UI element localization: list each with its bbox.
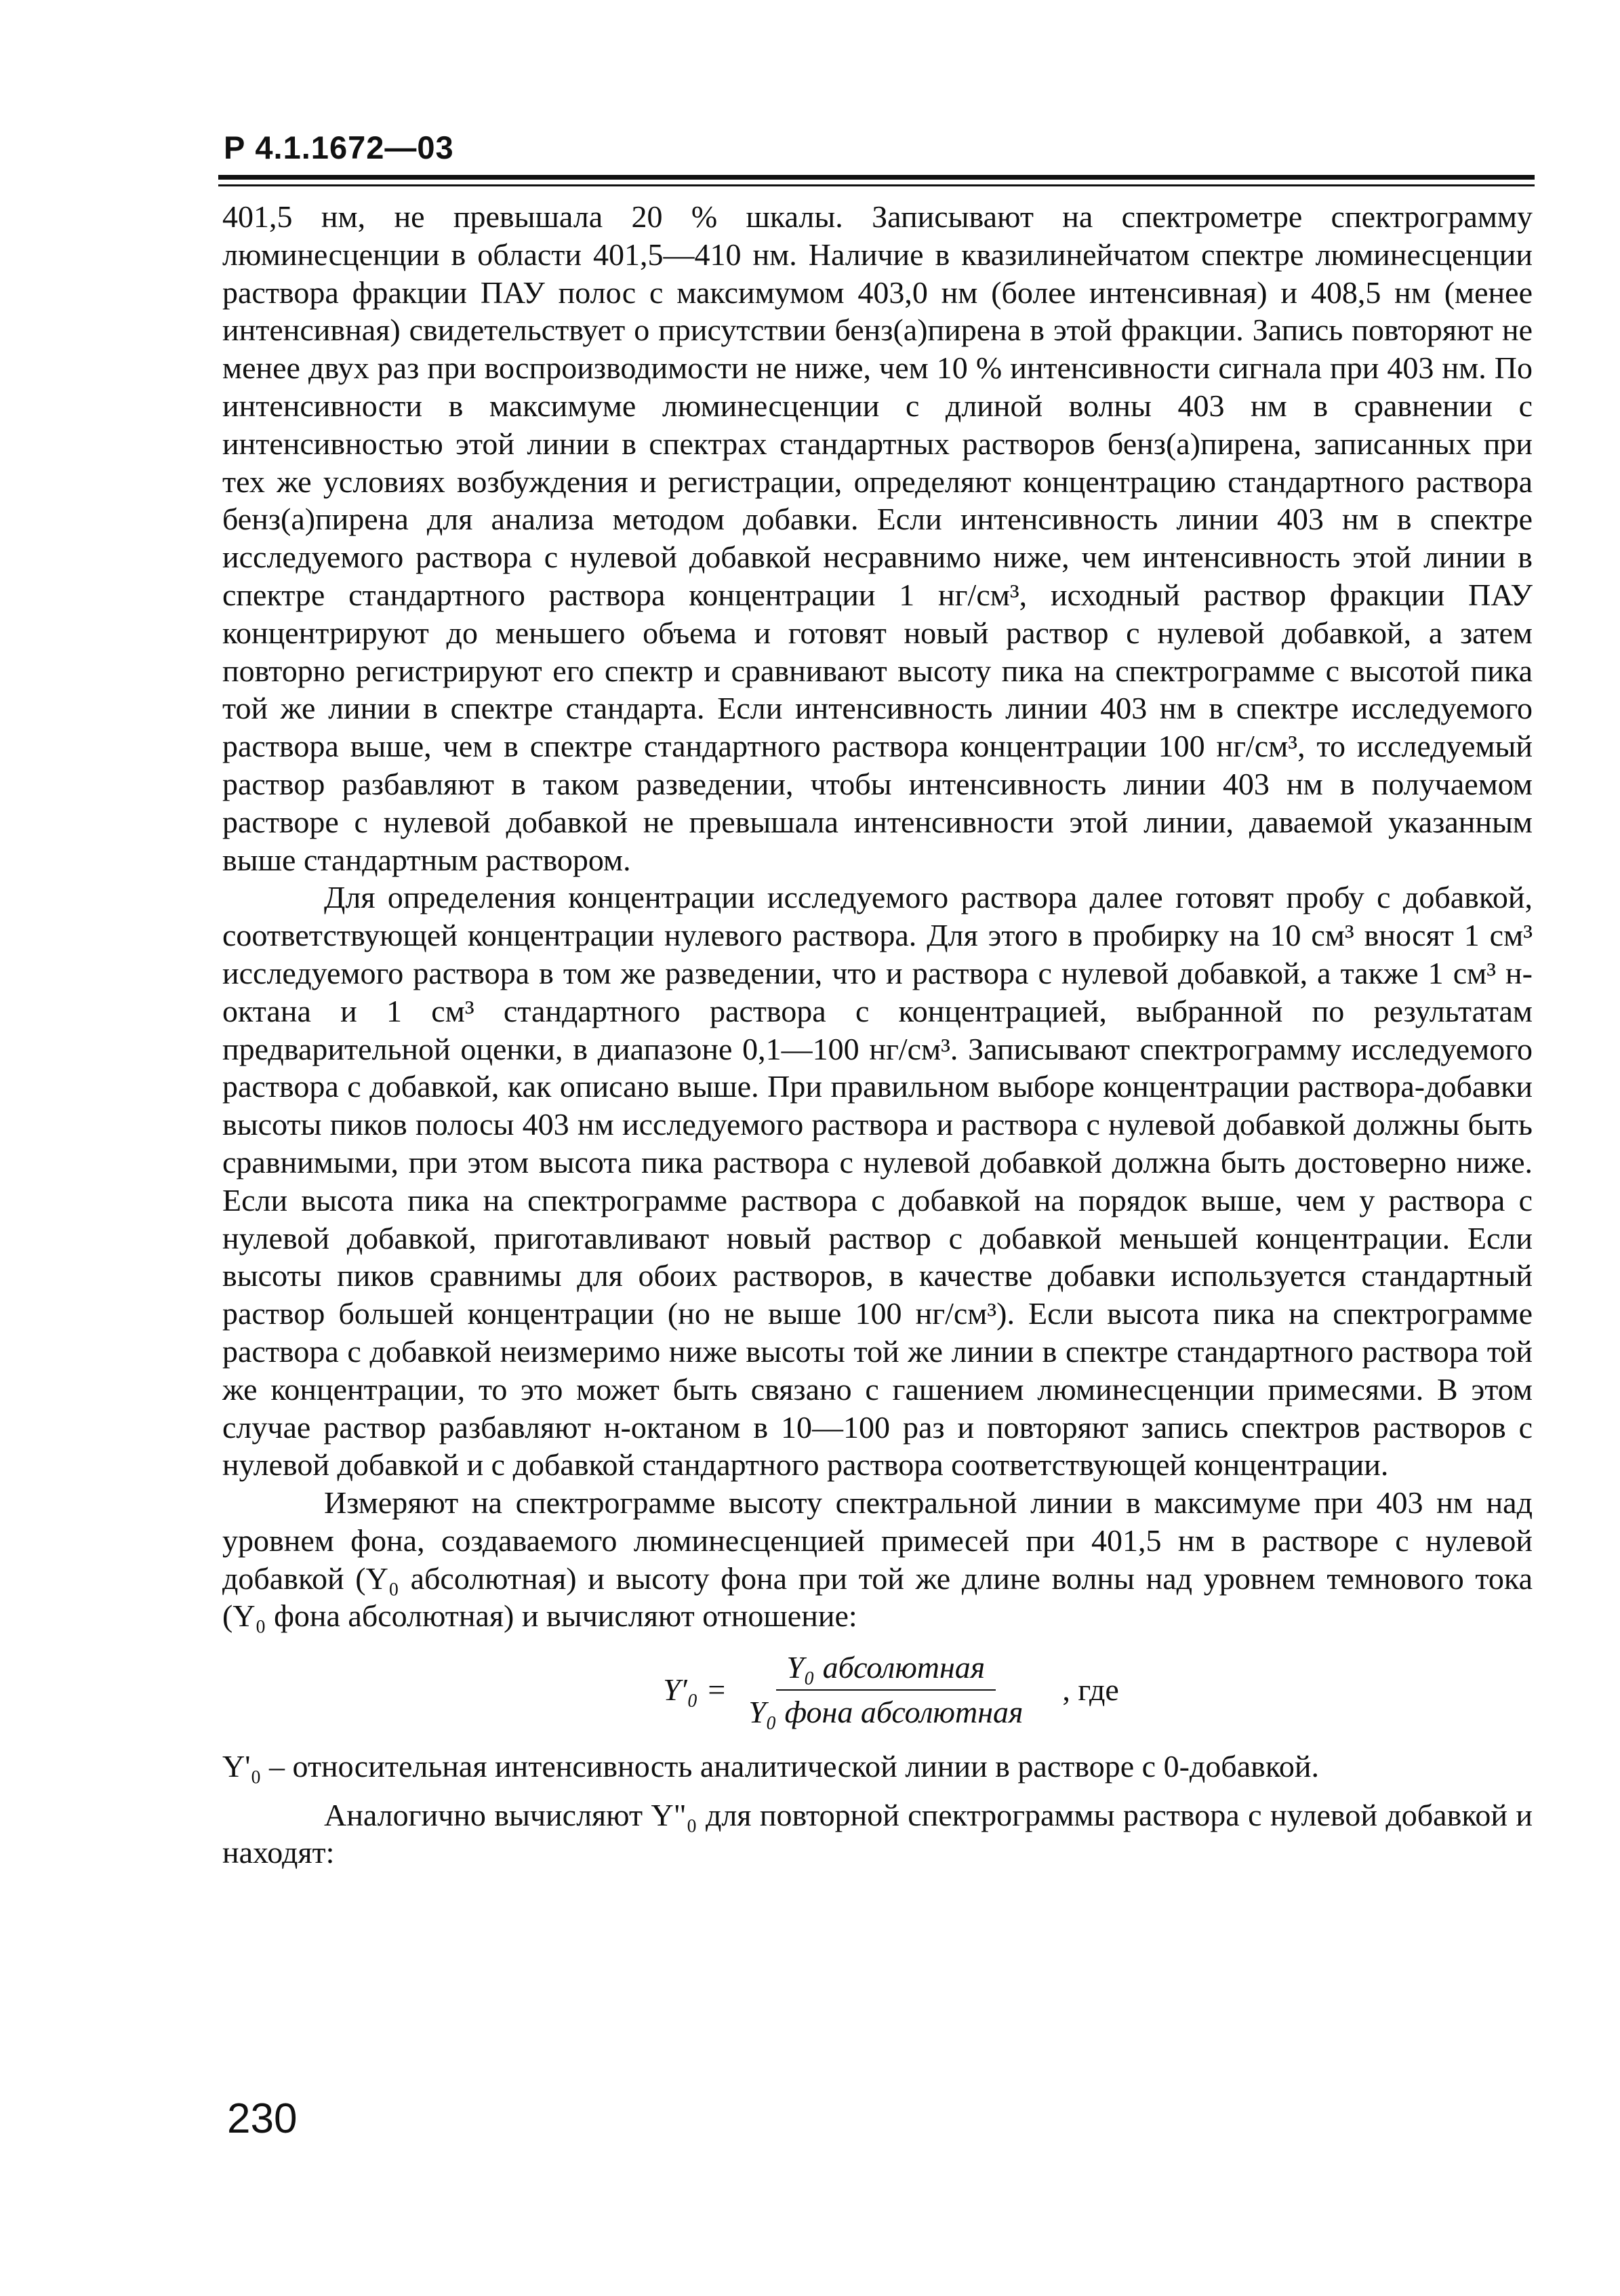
header-rule-thick: [218, 175, 1535, 180]
paragraph-2: Для определения концентрации исследуемого раствора далее готовят пробу с добавкой, соответствующей концентрации нулевого раствора. Для этого в пробирку на 10 см³ вносят 1 см³ исследуемого раствора в том же разведении, что и раствора с нулевой добавкой, а также 1 см³ н-октана и 1 см³ стандартного раствора с концентрацией, выбранной по результатам предварительной оценки, в диапазоне 0,1—100 нг/см³. Записывают спектрограмму исследуемого раствора с добавкой, как описано выше. При правильном выборе концентрации раствора-добавки высоты пиков полосы 403 нм исследуемого раствора и раствора с нулевой добавкой должны быть сравнимыми, при этом высота пика раствора с нулевой добавкой должна быть достоверно ниже. Если высота пика на спектрограмме раствора с добавкой на порядок выше, чем у раствора с нулевой добавкой, приготавливают новый раствор с добавкой меньшей концентрации. Если высоты пиков сравнимы для обоих растворов, в качестве добавки используется стандартный раствор большей концентрации (но не выше 100 нг/см³). Если высота пика на спектрограмме раствора с добавкой неизмеримо ниже высоты той же линии в спектре стандартного раствора той же концентрации, то это может быть связано с гашением люминесценции примесями. В этом случае раствор разбавляют н-октаном в 10—100 раз и повторяют запись спектров растворов с нулевой добавкой и с добавкой стандартного раствора соответствующей концентрации.: [222, 880, 1533, 1483]
page-content: [222, 198, 1533, 1872]
ratio-formula: [222, 1649, 1533, 1731]
header-rule-thin: [218, 184, 1535, 186]
paragraph-1: 401,5 нм, не превышала 20 % шкалы. Записывают на спектрометре спектрограмму люминесценции в области 401,5—410 нм. Наличие в квазилинейчатом спектре люминесценции раствора фракции ПАУ полос с максимумом 403,0 нм (более интенсивная) и 408,5 нм (менее интенсивная) свидетельствует о присутствии бенз(а)пирена в этой фракции. Запись повторяют не менее двух раз при воспроизводимости не ниже, чем 10 % интенсивности сигнала при 403 нм. По интенсивности в максимуме люминесценции с длиной волны 403 нм в сравнении с интенсивностью этой линии в спектрах стандартных растворов бенз(а)пирена, записанных при тех же условиях возбуждения и регистрации, определяют концентрацию стандартного раствора бенз(а)пирена для анализа методом добавки. Если интенсивность линии 403 нм в спектре исследуемого раствора с нулевой добавкой несравнимо ниже, чем интенсивность этой линии в спектре стандартного раствора концентрации 1 нг/см³, исходный раствор фракции ПАУ концентрируют до меньшего объема и готовят новый раствор с нулевой добавкой, а затем повторно регистрируют его спектр и сравнивают высоту пика на спектрограмме с высотой пика той же линии в спектре стандарта. Если интенсивность линии 403 нм в спектре исследуемого раствора выше, чем в спектре стандартного раствора концентрации 100 нг/см³, то исследуемый раствор разбавляют в таком разведении, чтобы интенсивность линии 403 нм в получаемом растворе с нулевой добавкой не превышала интенсивности этой линии, даваемой указанным выше стандартным раствором.: [222, 199, 1533, 877]
formula-numerator: Y₀ абсолютная: [776, 1649, 996, 1691]
document-code: Р 4.1.1672—03: [224, 129, 454, 165]
symbol-definition: Y'₀ – относительная интенсивность аналитической линии в растворе с 0-добавкой.: [222, 1748, 1319, 1784]
paragraph-4: Аналогично вычисляют Y"₀ для повторной спектрограммы раствора с нулевой добавкой и находят:: [222, 1797, 1533, 1870]
paragraph-3: Измеряют на спектрограмме высоту спектральной линии в максимуме при 403 нм над уровнем фона, создаваемого люминесценцией примесей при 401,5 нм в растворе с нулевой добавкой (Y₀ абсолютная) и высоту фона при той же длине волны над уровнем темнового тока (Y₀ фона абсолютная) и вычисляют отношение:: [222, 1485, 1533, 1634]
formula-fraction: [737, 1649, 1034, 1731]
formula-lhs: Y′₀ =: [663, 1672, 727, 1708]
page-number: 230: [227, 2095, 298, 2142]
formula-where: , где: [1062, 1672, 1119, 1708]
formula-denominator: Y₀ фона абсолютная: [748, 1695, 1024, 1730]
